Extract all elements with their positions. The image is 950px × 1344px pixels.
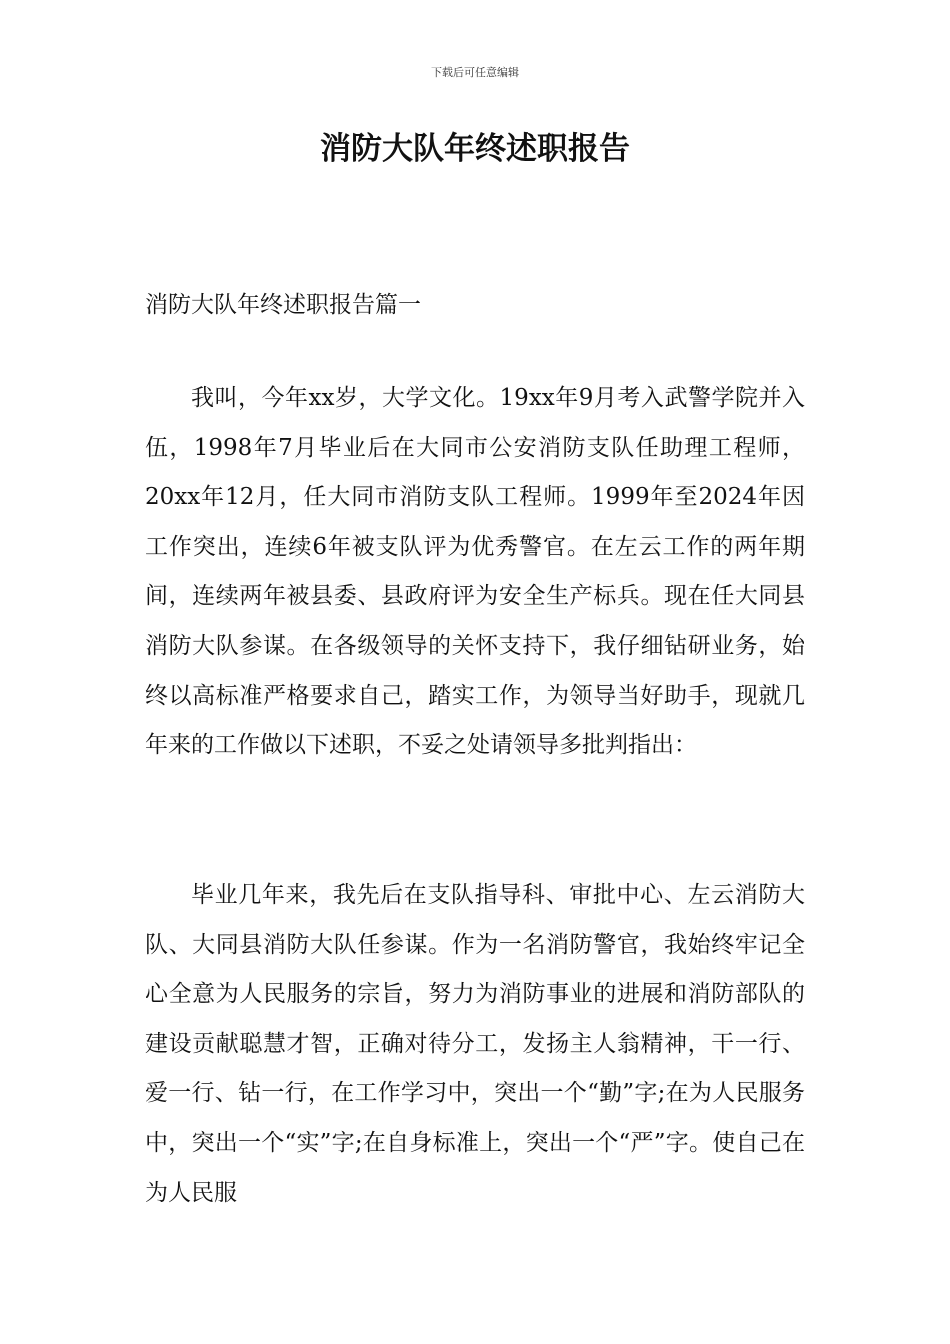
section-heading: 消防大队年终述职报告篇一 <box>145 292 421 318</box>
header-note: 下载后可任意编辑 <box>431 66 519 79</box>
body-paragraph: 毕业几年来，我先后在支队指导科、审批中心、左云消防大队、大同县消防大队任参谋。作为一名消防警官，我始终牢记全心全意为人民服务的宗旨，努力为消防事业的进展和消防部队的建设贡献聪慧才智，正确对待分工，发扬主人翁精神，干一行、爱一行、钻一行，在工作学习中，突出一个“勤”字;在为人民服务中，突出一个“实”字;在自身标准上，突出一个“严”字。使自己在为人民服 <box>145 882 805 1206</box>
body-paragraph: 我叫，今年xx岁，大学文化。19xx年9月考入武警学院并入伍，1998年7月毕业后在大同市公安消防支队任助理工程师，20xx年12月，任大同市消防支队工程师。1999年至2024年因工作突出，连续6年被支队评为优秀警官。在左云工作的两年期间，连续两年被县委、县政府评为安全生产标兵。现在任大同县消防大队参谋。在各级领导的关怀支持下，我仔细钻研业务，始终以高标准严格要求自己，踏实工作，为领导当好助手，现就几年来的工作做以下述职，不妥之处请领导多批判指出： <box>145 385 805 759</box>
document-title: 消防大队年终述职报告 <box>320 131 630 167</box>
